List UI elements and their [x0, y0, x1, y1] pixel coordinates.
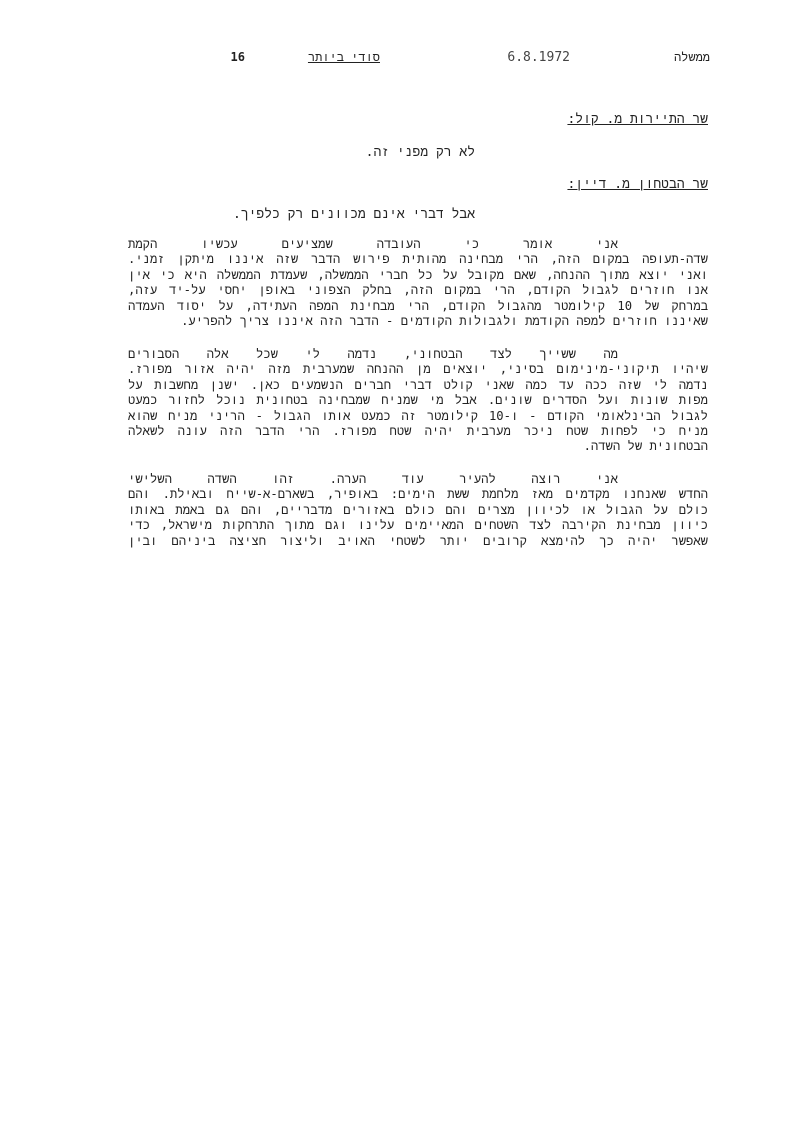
- paragraph-line: אני אומר כי העובדה שמציעים עכשיו הקמת: [128, 237, 618, 251]
- paragraph-line: כולם על הגבול או לכיוון מצרים והם כולם באזורים מדבריים, והם גם באמת באותו: [128, 502, 708, 517]
- page-header: [120, 50, 710, 66]
- paragraph-1: [128, 237, 708, 329]
- speaker-tourism-minister-statement: לא רק מפני זה.: [365, 145, 475, 160]
- paragraph-line: מפות שונות ועל הסדרים שונים. אבל מי שמניח שמבחינה בטחונית נוכל לחזור כמעט: [128, 393, 708, 408]
- paragraph-2: [128, 347, 708, 455]
- speaker-defense-minister-statement: אבל דברי אינם מכוונים רק כלפיך.: [233, 207, 475, 222]
- paragraph-line: הבטחונית של השדה.: [583, 439, 708, 454]
- paragraph-line: כיוון מבחינת הקירבה לצד השטחים המאיימים עלינו וגם מתוך התרחקות מישראל, כדי: [128, 518, 708, 533]
- paragraph-line: שאפשר יהיה כך להימצא קרובים יותר לשטחי האויב וליצור חציצה ביניהם ובין: [128, 533, 708, 548]
- header-page-number: 16: [230, 50, 245, 64]
- speaker-defense-minister: שר הבטחון מ. דיין:: [567, 177, 708, 192]
- header-classification: סודי ביותר: [307, 50, 380, 64]
- paragraph-line: במרחק של 10 קילומטר מהגבול הקודם, הרי מבחינת המפה העתידה, על יסוד העמדה: [128, 298, 709, 313]
- header-date: 6.8.1972: [507, 50, 570, 65]
- paragraph-line: מה ששייך לצד הבטחוני, נדמה לי שכל אלה הסבורים: [128, 347, 618, 361]
- paragraph-line: לגבול הבינלאומי הקודם - ו-10 קילומטר זה כמעט אותו הגבול - הריני מניח שהוא: [128, 408, 708, 423]
- header-government: ממשלה: [673, 50, 710, 64]
- paragraph-line: שאיננו חוזרים למפה הקודמת ולגבולות הקודמים - הדבר הזה איננו צריך להפריע.: [181, 314, 708, 329]
- paragraph-line: אנו חוזרים לגבול הקודם, הרי במקום הזה, בחלק הצפוני באופן יחסי על-יד עזה,: [128, 283, 708, 298]
- paragraph-line: החדש שאנחנו מקדמים מאז מלחמת ששת הימים: באופיר, בשארם-א-שייח ובאילת. והם: [128, 487, 708, 502]
- paragraph-line: נדמה לי שזה ככה עד כמה שאני קולט דברי חברים הנשמעים כאן. ישנן מחשבות על: [128, 377, 708, 392]
- paragraph-line: מניח כי לפחות שטח ניכר מערבית יהיה שטח מפורז. הרי הדבר הזה עונה לשאלה: [128, 424, 708, 439]
- paragraph-line: אני רוצה להעיר עוד הערה. זהו השדה השלישי: [128, 472, 618, 486]
- paragraph-line: שיהיו תיקוני-מינימום בסיני, יוצאים מן ההנחה שמערבית מזה יהיה אזור מפורז.: [128, 362, 708, 377]
- paragraph-line: ואני יוצא מתוך ההנחה, שאם מקובל על כל חברי הממשלה, שעמדת הממשלה היא כי אין: [128, 267, 708, 282]
- speaker-tourism-minister: שר התיירות מ. קול:: [567, 112, 708, 127]
- paragraph-line: שדה-תעופה במקום הזה, הרי מבחינה מהותית פירוש הדבר שזה איננו מיתקן זמני.: [128, 252, 708, 267]
- paragraph-3: [128, 472, 708, 549]
